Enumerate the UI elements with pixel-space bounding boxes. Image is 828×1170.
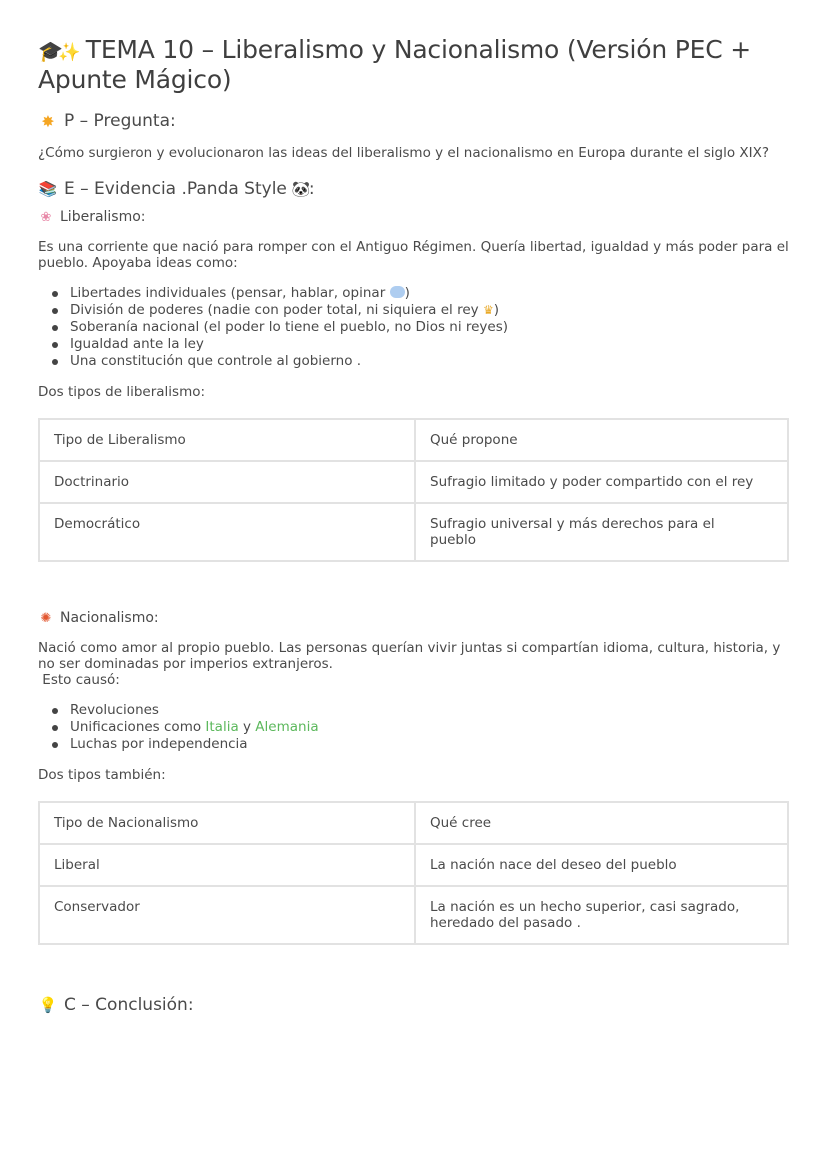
table-header-cell: Tipo de Liberalismo xyxy=(39,419,415,461)
liberalismo-heading-text: Liberalismo: xyxy=(60,209,146,225)
table-cell: Sufragio universal y más derechos para el pueblo xyxy=(415,503,788,561)
table-cell: Conservador xyxy=(39,886,415,944)
italia-text: Italia xyxy=(205,719,239,735)
evidencia-heading-text: E – Evidencia .Panda Style xyxy=(64,179,287,199)
star-icon: ✸ xyxy=(41,111,55,131)
liberalismo-table xyxy=(38,418,789,562)
books-icon: 📚 xyxy=(38,180,58,198)
table-cell: Doctrinario xyxy=(39,461,415,503)
list-item: Unificaciones como Italia y Alemania xyxy=(52,719,790,736)
speech-bubble-icon xyxy=(390,286,405,298)
list-item: Libertades individuales (pensar, hablar, opinar ) xyxy=(52,285,790,302)
table-row xyxy=(39,886,788,944)
page-title xyxy=(38,36,790,93)
table-cell: La nación es un hecho superior, casi sagrado, heredado del pasado . xyxy=(415,886,788,944)
evidencia-heading-suffix: : xyxy=(308,179,315,199)
list-item: Soberanía nacional (el poder lo tiene el pueblo, no Dios ni reyes) xyxy=(52,319,790,336)
table-row xyxy=(39,461,788,503)
explosion-icon: ✺ xyxy=(40,610,52,626)
table-cell: Liberal xyxy=(39,844,415,886)
page-title-text: TEMA 10 – Liberalismo y Nacionalismo (Versión PEC + Apunte Mágico) xyxy=(38,35,751,94)
table-header-row xyxy=(39,419,788,461)
pregunta-heading xyxy=(38,111,790,131)
brain-icon: ❀ xyxy=(40,209,52,225)
nacionalismo-table xyxy=(38,801,789,945)
table-header-cell: Tipo de Nacionalismo xyxy=(39,802,415,844)
pregunta-text: ¿Cómo surgieron y evolucionaron las ideas del liberalismo y el nacionalismo en Europa durante el siglo XIX? xyxy=(38,145,770,161)
liberalismo-heading xyxy=(38,209,790,225)
graduation-cap-icon: 🎓 xyxy=(38,39,63,63)
table-header-cell: Qué cree xyxy=(415,802,788,844)
lightbulb-icon: 💡 xyxy=(38,996,58,1014)
liberalismo-list xyxy=(38,285,790,370)
nacionalismo-types-label: Dos tipos también: xyxy=(38,767,166,783)
list-item: Igualdad ante la ley xyxy=(52,336,790,353)
nacionalismo-intro: Nació como amor al propio pueblo. Las personas querían vivir juntas si compartían idioma, cultura, historia, y no ser dominadas por imperios extranjeros. xyxy=(38,640,781,672)
nacionalismo-heading-text: Nacionalismo: xyxy=(60,610,159,626)
document-page xyxy=(38,30,790,1015)
table-cell: Sufragio limitado y poder compartido con el rey xyxy=(415,461,788,503)
conclusion-heading-text: C – Conclusión: xyxy=(64,995,194,1015)
nacionalismo-heading xyxy=(38,610,790,626)
sparkles-icon: ✨ xyxy=(58,42,81,63)
table-cell: Democrático xyxy=(39,503,415,561)
alemania-text: Alemania xyxy=(255,719,319,735)
list-item: Una constitución que controle al gobierno . xyxy=(52,353,790,370)
liberalismo-intro: Es una corriente que nació para romper con el Antiguo Régimen. Quería libertad, igualdad y más poder para el pueblo. Apoyaba ideas como: xyxy=(38,239,789,271)
list-item: Luchas por independencia xyxy=(52,736,790,753)
list-item: División de poderes (nadie con poder total, ni siquiera el rey ♛) xyxy=(52,302,790,319)
table-header-row xyxy=(39,802,788,844)
evidencia-heading xyxy=(38,179,790,199)
table-row xyxy=(39,844,788,886)
nacionalismo-causes-label: Esto causó: xyxy=(38,672,120,688)
crown-icon: ♛ xyxy=(482,303,494,317)
table-cell: La nación nace del deseo del pueblo xyxy=(415,844,788,886)
pregunta-heading-text: P – Pregunta: xyxy=(64,111,176,131)
conclusion-heading xyxy=(38,995,790,1015)
nacionalismo-list xyxy=(38,702,790,753)
list-item: Revoluciones xyxy=(52,702,790,719)
panda-icon: 🐼 xyxy=(291,180,311,198)
table-header-cell: Qué propone xyxy=(415,419,788,461)
table-row xyxy=(39,503,788,561)
liberalismo-types-label: Dos tipos de liberalismo: xyxy=(38,384,206,400)
